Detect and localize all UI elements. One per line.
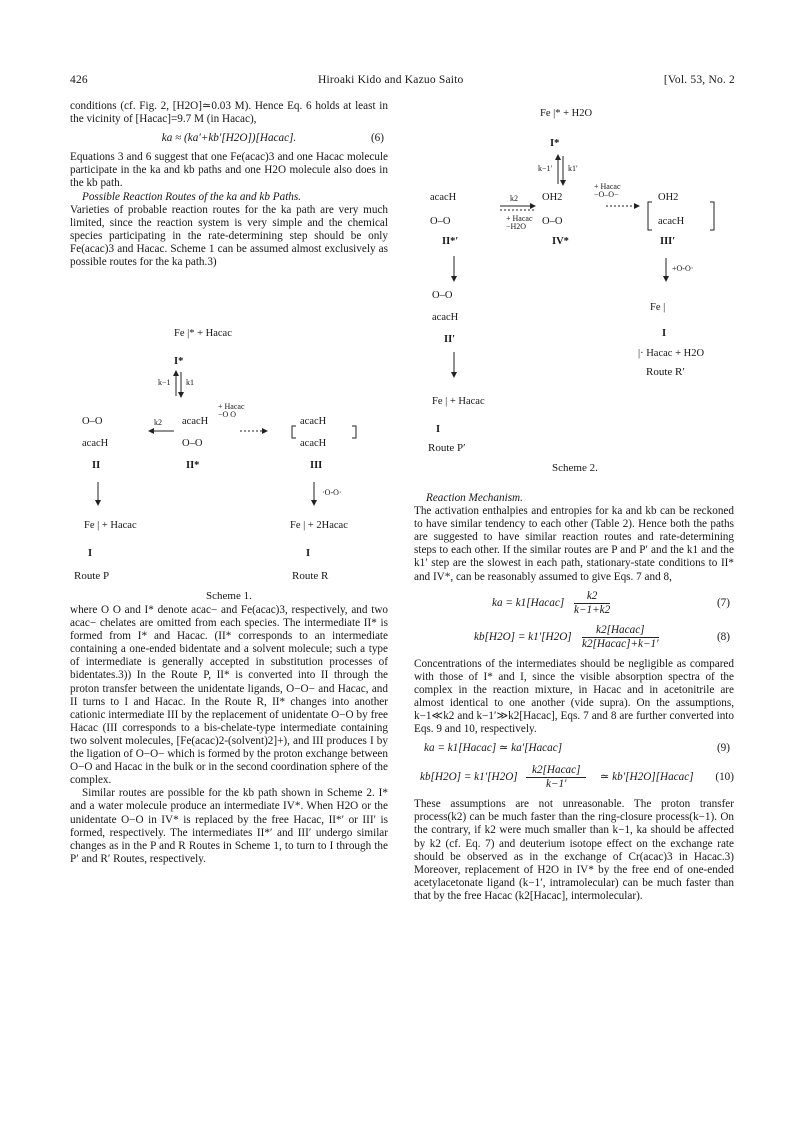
equation-7-number: (7): [716, 596, 730, 609]
equation-8-number: (8): [716, 630, 730, 643]
scheme-1-route-r: Route R: [292, 570, 329, 582]
equation-9-body: ka = k1[Hacac] ≃ ka′[Hacac]: [424, 742, 563, 755]
scheme-2-minus-oo: −O–O−: [594, 190, 619, 199]
equation-7-denominator: k−1+k2: [574, 603, 611, 616]
equation-10: [414, 764, 734, 792]
equation-10-fraction: [526, 764, 586, 791]
equation-8-lhs: kb[H2O] = k1′[H2O]: [474, 630, 572, 643]
scheme-2-left-mid-b: acacH: [432, 312, 459, 323]
scheme-2-caption: Scheme 2.: [552, 462, 598, 474]
scheme-2-bottom-left: Fe | + Hacac: [432, 396, 485, 407]
paragraph-routes: [70, 191, 388, 204]
paragraph-equations: Equations 3 and 6 suggest that one Fe(acac)3 and one Hacac molecule participate in the ka and kb paths and one H2O molecule also does in the kb path.: [70, 151, 388, 190]
scheme-1-mid-species-b: O–O: [182, 438, 203, 449]
scheme-1: [70, 320, 388, 606]
scheme-2-minus-h2o: −H2O: [506, 222, 527, 231]
equation-10-denominator: k−1′: [545, 778, 567, 791]
scheme-1-arrows: [70, 320, 388, 606]
scheme-1-k2: k2: [154, 418, 162, 427]
scheme-1-right-label: III: [310, 460, 323, 471]
paragraph-assumptions: These assumptions are not unreasonable. The proton transfer process(k2) can be much faster than the ring-closure process(k−1). On the contrary, if k2 were much smaller than k−1, ka should be affected by k2 (cf. Eq. 7) and deuterium isotope effect on the exchange rate should be observed as in the exchange of Cr(acac)3 in Hacac.3) Moreover, replacement of H2O in IV* by the free end of one-ended acetylacetonate ligand (k−1′, intramolecular) can be much faster than that by the free Hacac (k2[Hacac], intermolecular).: [414, 798, 734, 902]
scheme-2-right-species-a: OH2: [658, 192, 679, 203]
scheme-2-k-back: k−1′: [538, 164, 553, 173]
scheme-2: [414, 96, 744, 476]
scheme-2-left-mid-a: O–O: [432, 290, 453, 301]
scheme-2-left-species-a: acacH: [430, 192, 457, 203]
equation-6: [70, 132, 388, 145]
scheme-1-bottom-right-label: I: [306, 548, 311, 559]
equation-8: [414, 624, 734, 652]
left-column-upper: [70, 100, 388, 269]
equation-8-fraction: [582, 624, 659, 651]
equation-7: [414, 590, 734, 618]
paragraph-routes-body: Varieties of probable reaction routes for the ka path are very much limited, since the reaction system is very simple and the chemical species participating in the rate-determining step should be only Fe(acac)3 and Hacac. Scheme 1 can be assumed almost exclusively as possible routes for the ka path.3): [70, 203, 388, 269]
equation-6-body: ka ≈ (ka′+kb′[H2O])[Hacac].: [161, 132, 297, 145]
paragraph-similar-routes: Similar routes are possible for the kb path shown in Scheme 2. I* and a water molecule produce an intermediate IV*. When H2O or the unidentate O−O in IV* is replaced by the free Hacac, II*′ or III′ is formed, respectively. The intermediates II*′ and III′ undergo similar changes as in the P and R Routes in Scheme 1, to turn to I through the P′ and R′ Routes, respectively.: [70, 787, 388, 865]
scheme-2-top-label: I*: [550, 138, 560, 149]
paragraph-mechanism-body: The activation enthalpies and entropies for ka and kb can be reckoned to have similar tendency to each other (Table 2). Hence both the paths are suggested to have similar reaction routes and rate-determining steps to each other. If the similar routes are P and P′ and the k1 and the k1′ step are the slowest in each path, stationary-state conditions to II* and IV*, can be reasonably assumed to give Eqs. 7 and 8,: [414, 505, 734, 583]
paragraph-conditions: conditions (cf. Fig. 2, [H2O]≃0.03 M). Hence Eq. 6 holds at least in the vicinity of [Hacac]=9.7 M (in Hacac),: [70, 100, 388, 126]
scheme-2-right-mid: Fe |: [650, 302, 666, 313]
page-number: 426: [70, 74, 88, 86]
scheme-1-left-label: II: [92, 460, 101, 471]
scheme-1-right-species-a: acacH: [300, 416, 327, 427]
scheme-2-left-label: II*′: [442, 236, 459, 247]
scheme-1-mid-species-a: acacH: [182, 416, 209, 427]
scheme-2-right-species-b: acacH: [658, 216, 685, 227]
equation-10-number: (10): [715, 771, 734, 784]
equation-9-number: (9): [716, 742, 730, 755]
scheme-1-bottom-left: Fe | + Hacac: [84, 520, 137, 531]
scheme-1-k-fwd: k1: [186, 378, 194, 387]
paragraph-route-description: where O O and I* denote acac− and Fe(acac)3, respectively, and two acac− chelates are omitted from each species. The intermediate II* is formed from I* and Hacac. (II* corresponds to an intermediate containing a one-ended bidentate and a solvent molecule; such a type of intermediate is generally accepted in substitution processes of bidentates.3)) In the Route P, II* is converted into II through the proton transfer between the unidentate ligands, O−O− and Hacac, and II turns to I and Hacac. In the Route R, II* changes into another cationic intermediate III by the replacement of unidentate O−O by free Hacac (III corresponds to a bis-chelate-type intermediate containing two solvent molecules, [Fe(acac)2-(solvent)2]+), and III produces I by the ligation of O−O− which is formed by the proton exchange between O−O and Hacac in the bulk or in the second coordination sphere of the complex.: [70, 604, 388, 787]
scheme-2-left-mid-label: II′: [444, 334, 456, 345]
equation-8-numerator: k2[Hacac]: [582, 624, 659, 638]
scheme-2-right-label: III′: [660, 236, 676, 247]
scheme-2-mid-species-a: OH2: [542, 192, 563, 203]
equation-10-rhs: ≃ kb′[H2O][Hacac]: [600, 771, 694, 784]
scheme-1-plus-hacac: + Hacac: [218, 402, 245, 411]
scheme-2-k2: k2: [510, 194, 518, 203]
scheme-2-route-p-prime: Route P′: [428, 442, 466, 454]
scheme-1-caption: Scheme 1.: [206, 590, 252, 602]
equation-10-numerator: k2[Hacac]: [526, 764, 586, 778]
scheme-2-k-fwd: k1′: [568, 164, 578, 173]
scheme-1-left-species-a: O–O: [82, 416, 103, 427]
equation-7-numerator: k2: [574, 590, 610, 604]
scheme-1-route-p: Route P: [74, 570, 110, 582]
running-head-journal: [Vol. 53, No. 2: [663, 74, 735, 86]
equation-9: [414, 742, 734, 758]
section-heading-mechanism: Reaction Mechanism.: [426, 492, 523, 504]
equation-7-fraction: [574, 590, 610, 617]
scheme-2-right-mid-label: I: [662, 328, 667, 339]
equation-10-lhs: kb[H2O] = k1′[H2O]: [420, 771, 518, 784]
running-head-authors: Hiroaki Kido and Kazuo Saito: [318, 74, 464, 86]
paragraph-concentrations: Concentrations of the intermediates should be negligible as compared with those of I* and I, since the visible absorption spectra of the complex in the reaction mixture, in Hacac and in acetonitrile are almost identical to one another (vide supra). On the assumptions, k−1≪k2 and k−1′≫k2[Hacac], Eqs. 7 and 8 are further converted into Eqs. 9 and 10, respectively.: [414, 657, 734, 736]
scheme-1-top-species: Fe |* + Hacac: [174, 328, 232, 339]
scheme-1-bottom-right: Fe | + 2Hacac: [290, 520, 348, 531]
scheme-2-left-species-b: O–O: [430, 216, 451, 227]
equation-6-number: (6): [370, 132, 384, 145]
scheme-1-right-species-b: acacH: [300, 438, 327, 449]
scheme-2-mid-label: IV*: [552, 236, 569, 247]
section-heading-routes: Possible Reaction Routes of the ka and kb Paths.: [82, 190, 302, 203]
scheme-1-minus-oo: −O O: [218, 410, 237, 419]
scheme-1-top-label: I*: [174, 356, 184, 367]
scheme-1-left-species-b: acacH: [82, 438, 109, 449]
scheme-1-bottom-left-label: I: [88, 548, 93, 559]
paragraph-mechanism: [414, 492, 734, 505]
scheme-2-right-mid-extra: |· Hacac + H2O: [638, 348, 705, 359]
scheme-2-plus-hacac-left: + Hacac: [506, 214, 533, 223]
scheme-2-top-species: Fe |* + H2O: [540, 108, 593, 119]
scheme-2-right-down: +O-O·: [672, 264, 694, 273]
equation-7-lhs: ka = k1[Hacac]: [492, 596, 565, 609]
scheme-1-mid-label: II*: [186, 460, 200, 471]
scheme-2-plus-hacac-right: + Hacac: [594, 182, 621, 191]
scheme-1-right-down: ·O-O·: [322, 488, 342, 497]
scheme-1-k-back: k−1: [158, 378, 171, 387]
left-column-lower: [70, 604, 388, 866]
scheme-2-arrows: [414, 96, 744, 476]
right-column-lower: [414, 492, 734, 903]
scheme-2-route-r-prime: Route R′: [646, 366, 685, 378]
scheme-2-bottom-left-label: I: [436, 424, 441, 435]
scheme-2-mid-species-b: O–O: [542, 216, 563, 227]
equation-8-denominator: k2[Hacac]+k−1′: [582, 637, 659, 650]
